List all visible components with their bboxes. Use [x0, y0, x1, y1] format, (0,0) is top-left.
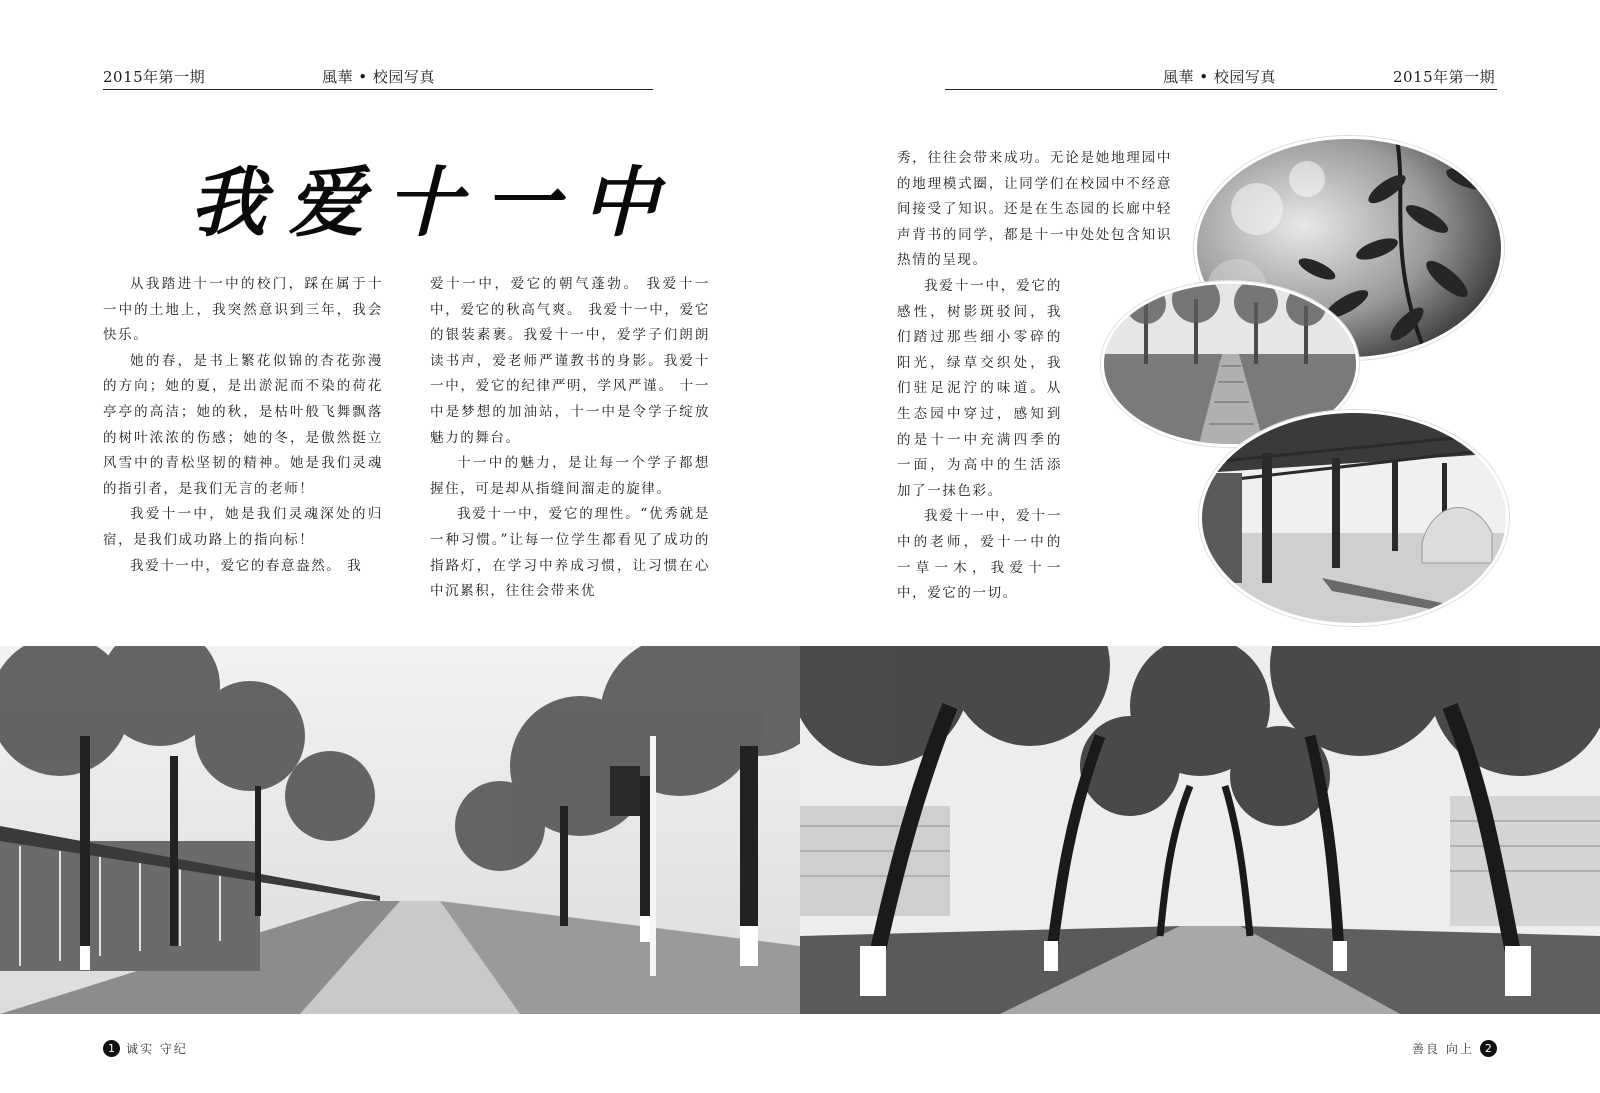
- paragraph: 我爱十一中，她是我们灵魂深处的归宿，是我们成功路上的指向标！: [103, 506, 383, 548]
- right-footer-motto: 善良 向上: [1412, 1042, 1474, 1056]
- paragraph: 她的春，是书上繁花似锦的杏花弥漫的方向；她的夏，是出淤泥而不染的荷花亭亭的高洁；她的秋，是枯叶般飞舞飘落的树叶浓浓的伤感；她的冬，是傲然挺立风雪中的青松坚韧的精神。她是我们灵魂的指引者，是我们无言的老师！: [103, 352, 383, 497]
- article-column-1: [103, 272, 383, 579]
- pergola-corridor-photo: [1199, 410, 1509, 626]
- paragraph: 爱十一中，爱它的朝气蓬勃。 我爱十一中，爱它的秋高气爽。 我爱十一中，爱它的银装素裹。我爱十一中，爱学子们朗朗读书声，爱老师严谨教书的身影。我爱十一中，爱它的纪律严明，学风严谨。 十一中是梦想的加油站，十一中是令学子绽放魅力的舞台。: [430, 276, 710, 446]
- right-header-rule: [945, 89, 1497, 90]
- right-footer: [1412, 1040, 1497, 1057]
- left-footer-motto: 诚实 守纪: [126, 1042, 188, 1056]
- article-column-2: [430, 272, 710, 605]
- left-footer: [103, 1040, 188, 1057]
- page-number-right: 2: [1480, 1040, 1497, 1057]
- paragraph: 十一中的魅力，是让每一个学子都想握住，可是却从指缝间溜走的旋律。: [430, 455, 710, 497]
- paragraph: 我爱十一中，爱它的感性，树影斑驳间，我们踏过那些细小零碎的阳光，绿草交织处，我们驻足泥泞的味道。从生态园中穿过，感知到的是十一中充满四季的一面，为高中的生活添加了一抹色彩。: [897, 277, 1062, 499]
- left-header-rule: [103, 89, 653, 90]
- paragraph: 我爱十一中，爱它的春意盎然。 我: [130, 557, 363, 574]
- page-number-left: 1: [103, 1040, 120, 1057]
- right-header-issue: 2015年第一期: [1393, 68, 1496, 86]
- article-title: 我爱十一中: [190, 158, 680, 247]
- right-header-section: 風華 • 校园写真: [1163, 68, 1276, 86]
- paragraph: 秀，往往会带来成功。无论是她地理园中的地理模式圈，让同学们在校园中不经意间接受了知识。还是在生态园的长廊中轻声背书的同学，都是十一中处处包含知识热情的呈现。: [897, 150, 1172, 269]
- campus-avenue-photo-left: [0, 646, 800, 1014]
- left-header-issue: 2015年第一期: [103, 68, 206, 86]
- paragraph: 我爱十一中，爱十一中的老师，爱十一中的一草一木，我爱十一中，爱它的一切。: [897, 508, 1062, 602]
- campus-avenue-photo-right: [800, 646, 1600, 1014]
- paragraph: 从我踏进十一中的校门，踩在属于十一中的土地上，我突然意识到三年，我会快乐。: [103, 276, 383, 344]
- paragraph: 我爱十一中，爱它的理性。“优秀就是一种习惯。”让每一位学生都看见了成功的指路灯，在学习中养成习惯，让习惯在心中沉累积，往往会带来优: [430, 506, 710, 600]
- left-header-section: 風華 • 校园写真: [322, 68, 435, 86]
